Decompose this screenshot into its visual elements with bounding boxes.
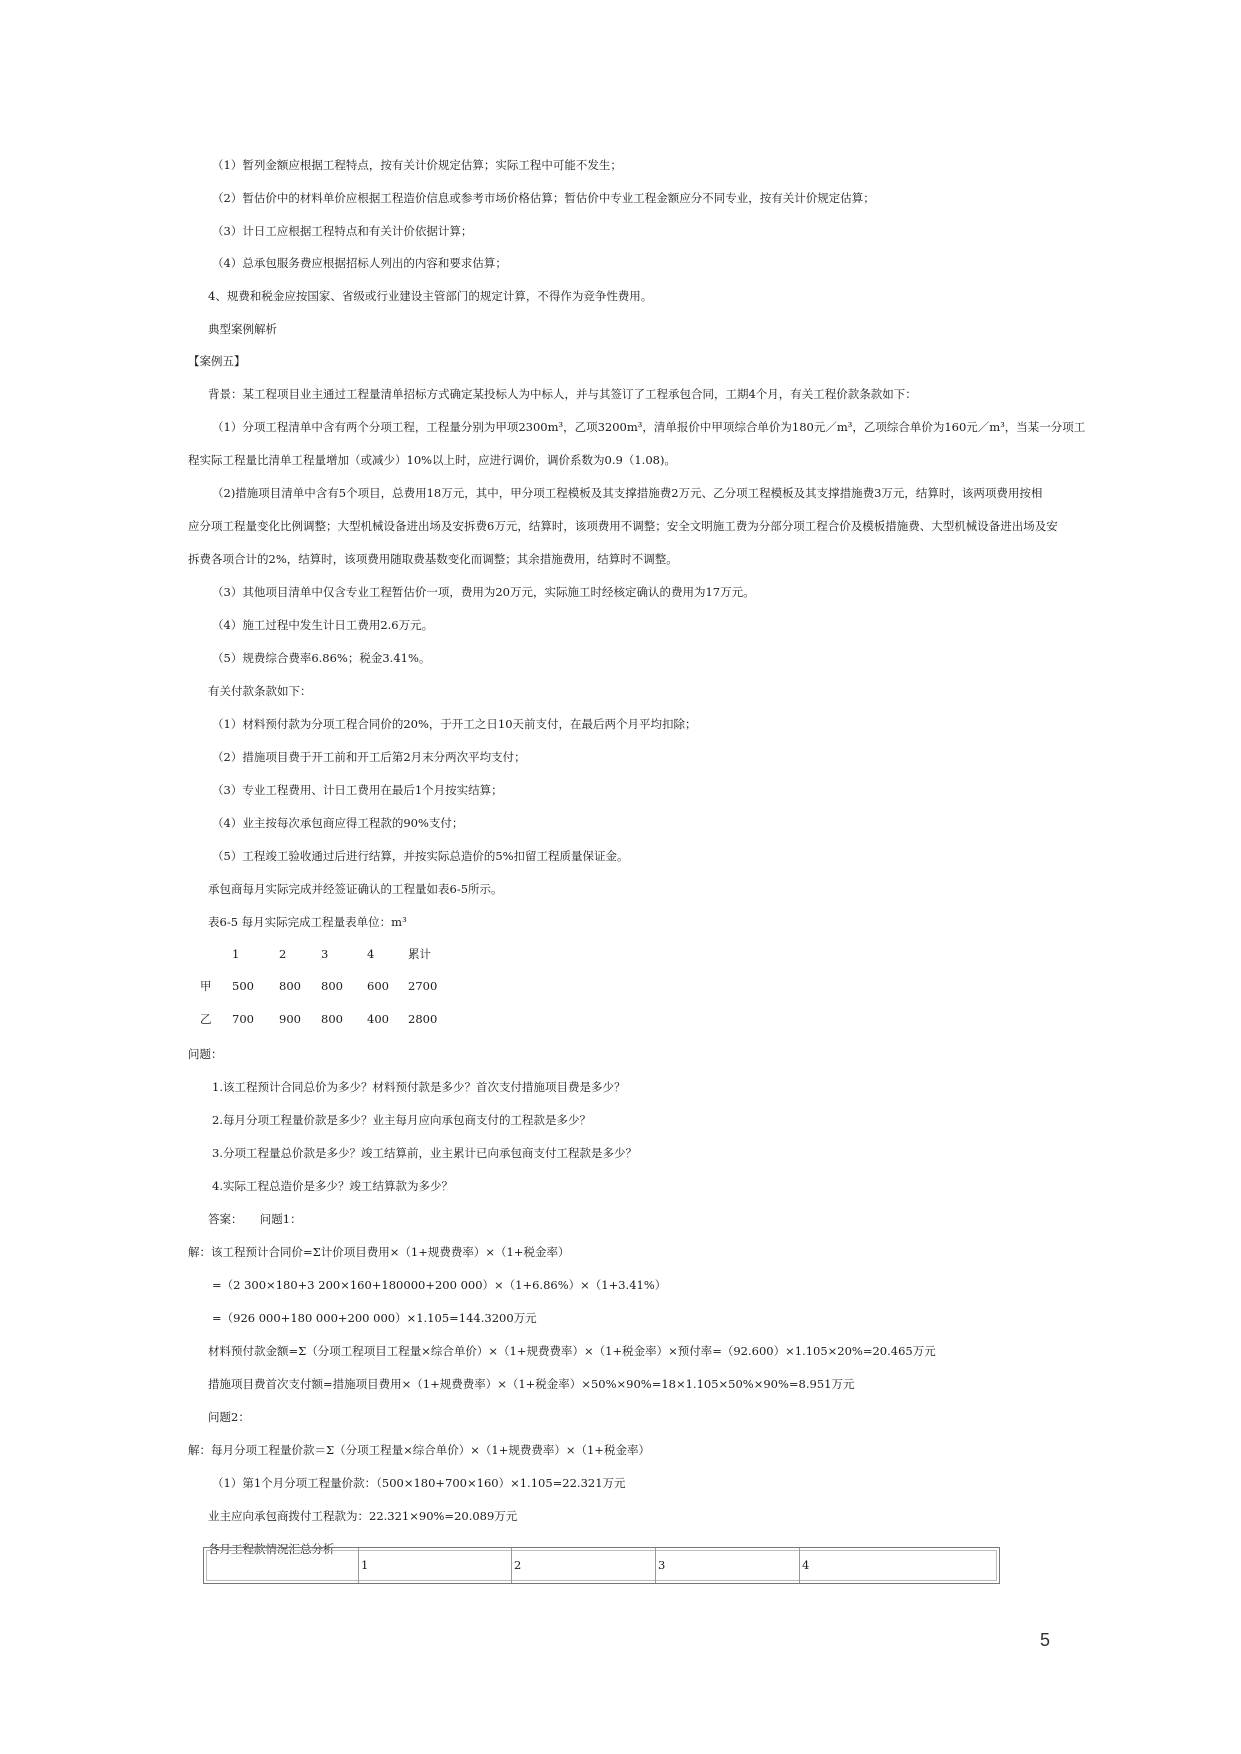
text-line: （5）规费综合费率6.86%；税金3.41%。 <box>212 651 431 665</box>
table-header-cell: 2 <box>279 947 287 961</box>
text-line: 3.分项工程量总价款是多少？竣工结算前，业主累计已向承包商支付工程款是多少？ <box>212 1146 637 1160</box>
text-line: 业主应向承包商拨付工程款为：22.321×90%=20.089万元 <box>208 1509 518 1523</box>
page-number: 5 <box>1040 1630 1051 1650</box>
text-line: 承包商每月实际完成并经签证确认的工程量如表6-5所示。 <box>208 882 503 896</box>
text-line: 应分项工程量变化比例调整；大型机械设备进出场及安拆费6万元，结算时，该项费用不调整；安全文明施工费为分部分项工程合价及模板措施费、大型机械设备进出场及安 <box>188 519 1058 533</box>
text-line: 解：该工程预计合同价=Σ计价项目费用×（1+规费费率）×（1+税金率） <box>188 1245 570 1259</box>
table-cell: 500 <box>232 979 254 993</box>
table-cell: 900 <box>279 1012 301 1026</box>
text-line: （2)措施项目清单中含有5个项目，总费用18万元，其中，甲分项工程模板及其支撑措施费2万元、乙分项工程模板及其支撑措施费3万元，结算时，该两项费用按相 <box>212 486 1043 500</box>
text-line: 表6-5 每月实际完成工程量表单位：m³ <box>208 915 407 929</box>
text-line: （1）材料预付款为分项工程合同价的20%，于开工之日10天前支付，在最后两个月平均扣除； <box>212 717 697 731</box>
text-line: 【案例五】 <box>188 354 246 368</box>
table-header-cell: 累计 <box>408 947 431 961</box>
text-line: 拆费各项合计的2%，结算时，该项费用随取费基数变化而调整；其余措施费用，结算时不调整。 <box>188 552 678 566</box>
text-line: =（2 300×180+3 200×160+180000+200 000）×（1+6.86%）×（1+3.41%） <box>212 1278 667 1292</box>
table-cell: 400 <box>367 1012 389 1026</box>
text-line: 有关付款条款如下： <box>208 684 312 698</box>
text-line: 解：每月分项工程量价款＝Σ（分项工程量×综合单价）×（1+规费费率）×（1+税金率） <box>188 1443 650 1457</box>
text-line: （1）暂列金额应根据工程特点，按有关计价规定估算；实际工程中可能不发生； <box>212 158 622 172</box>
table-cell: 600 <box>367 979 389 993</box>
text-line: 4、规费和税金应按国家、省级或行业建设主管部门的规定计算，不得作为竞争性费用。 <box>208 289 653 303</box>
text-line: 措施项目费首次支付额=措施项目费用×（1+规费费率）×（1+税金率）×50%×90%=18×1.105×50%×90%=8.951万元 <box>208 1377 855 1391</box>
monthly-payment-summary-table <box>203 1547 1000 1584</box>
text-line: （3）其他项目清单中仅含专业工程暂估价一项，费用为20万元，实际施工时经核定确认的费用为17万元。 <box>212 585 755 599</box>
table-header-cell: 4 <box>367 947 375 961</box>
table-row-label: 乙 <box>200 1012 212 1026</box>
table-header-month-4: 4 <box>802 1558 810 1572</box>
text-line: （4）施工过程中发生计日工费用2.6万元。 <box>212 618 434 632</box>
text-line: 背景：某工程项目业主通过工程量清单招标方式确定某投标人为中标人，并与其签订了工程承包合同，工期4个月，有关工程价款条款如下： <box>208 387 917 401</box>
text-line: 问题2： <box>208 1410 250 1424</box>
text-line: 典型案例解析 <box>208 322 277 336</box>
table-cell: 2800 <box>408 1012 438 1026</box>
table-cell: 800 <box>321 1012 343 1026</box>
table-header-cell: 1 <box>232 947 240 961</box>
text-line: （2）措施项目费于开工前和开工后第2月末分两次平均支付； <box>212 750 526 764</box>
text-line: （3）计日工应根据工程特点和有关计价依据计算； <box>212 224 473 238</box>
table-cell: 700 <box>232 1012 254 1026</box>
table-header-month-1: 1 <box>359 1548 512 1583</box>
table-cell: 800 <box>321 979 343 993</box>
text-line: （4）总承包服务费应根据招标人列出的内容和要求估算； <box>212 256 507 270</box>
table-row-label: 甲 <box>200 979 212 993</box>
text-line: 2.每月分项工程量价款是多少？业主每月应向承包商支付的工程款是多少？ <box>212 1113 591 1127</box>
text-line: 程实际工程量比清单工程量增加（或减少）10%以上时，应进行调价，调价系数为0.9（1.08)。 <box>188 453 676 467</box>
text-line: =（926 000+180 000+200 000）×1.105=144.3200万元 <box>212 1311 537 1325</box>
text-line: （5）工程竣工验收通过后进行结算，并按实际总造价的5%扣留工程质量保证金。 <box>212 849 629 863</box>
text-line: 4.实际工程总造价是多少？竣工结算款为多少？ <box>212 1179 453 1193</box>
text-line: （1）分项工程清单中含有两个分项工程，工程量分别为甲项2300m³，乙项3200m³，清单报价中甲项综合单价为180元／m³，乙项综合单价为160元／m³，当某一分项工 <box>212 420 1086 434</box>
table-cell-blank <box>204 1548 359 1583</box>
text-line: （4）业主按每次承包商应得工程款的90%支付； <box>212 816 464 830</box>
text-line: 材料预付款金额=Σ（分项工程项目工程量×综合单价）×（1+规费费率）×（1+税金率）×预付率=（92.600）×1.105×20%=20.465万元 <box>208 1344 936 1358</box>
text-line: （2）暂估价中的材料单价应根据工程造价信息或参考市场价格估算；暂估价中专业工程金额应分不同专业，按有关计价规定估算； <box>212 191 875 205</box>
table-header-month-3: 3 <box>656 1548 800 1583</box>
table-header-month-2: 2 <box>512 1548 656 1583</box>
text-line: 答案： 问题1： <box>208 1212 302 1226</box>
text-line: 1.该工程预计合同总价为多少？材料预付款是多少？首次支付措施项目费是多少？ <box>212 1080 626 1094</box>
text-line: （3）专业工程费用、计日工费用在最后1个月按实结算； <box>212 783 503 797</box>
table-header-cell: 3 <box>321 947 329 961</box>
table-cell: 2700 <box>408 979 438 993</box>
table-cell: 800 <box>279 979 301 993</box>
text-line: 问题： <box>188 1047 223 1061</box>
text-line: 各月工程款情况汇总分析 <box>208 1542 335 1556</box>
text-line: （1）第1个月分项工程量价款：（500×180+700×160）×1.105=22.321万元 <box>212 1476 626 1490</box>
